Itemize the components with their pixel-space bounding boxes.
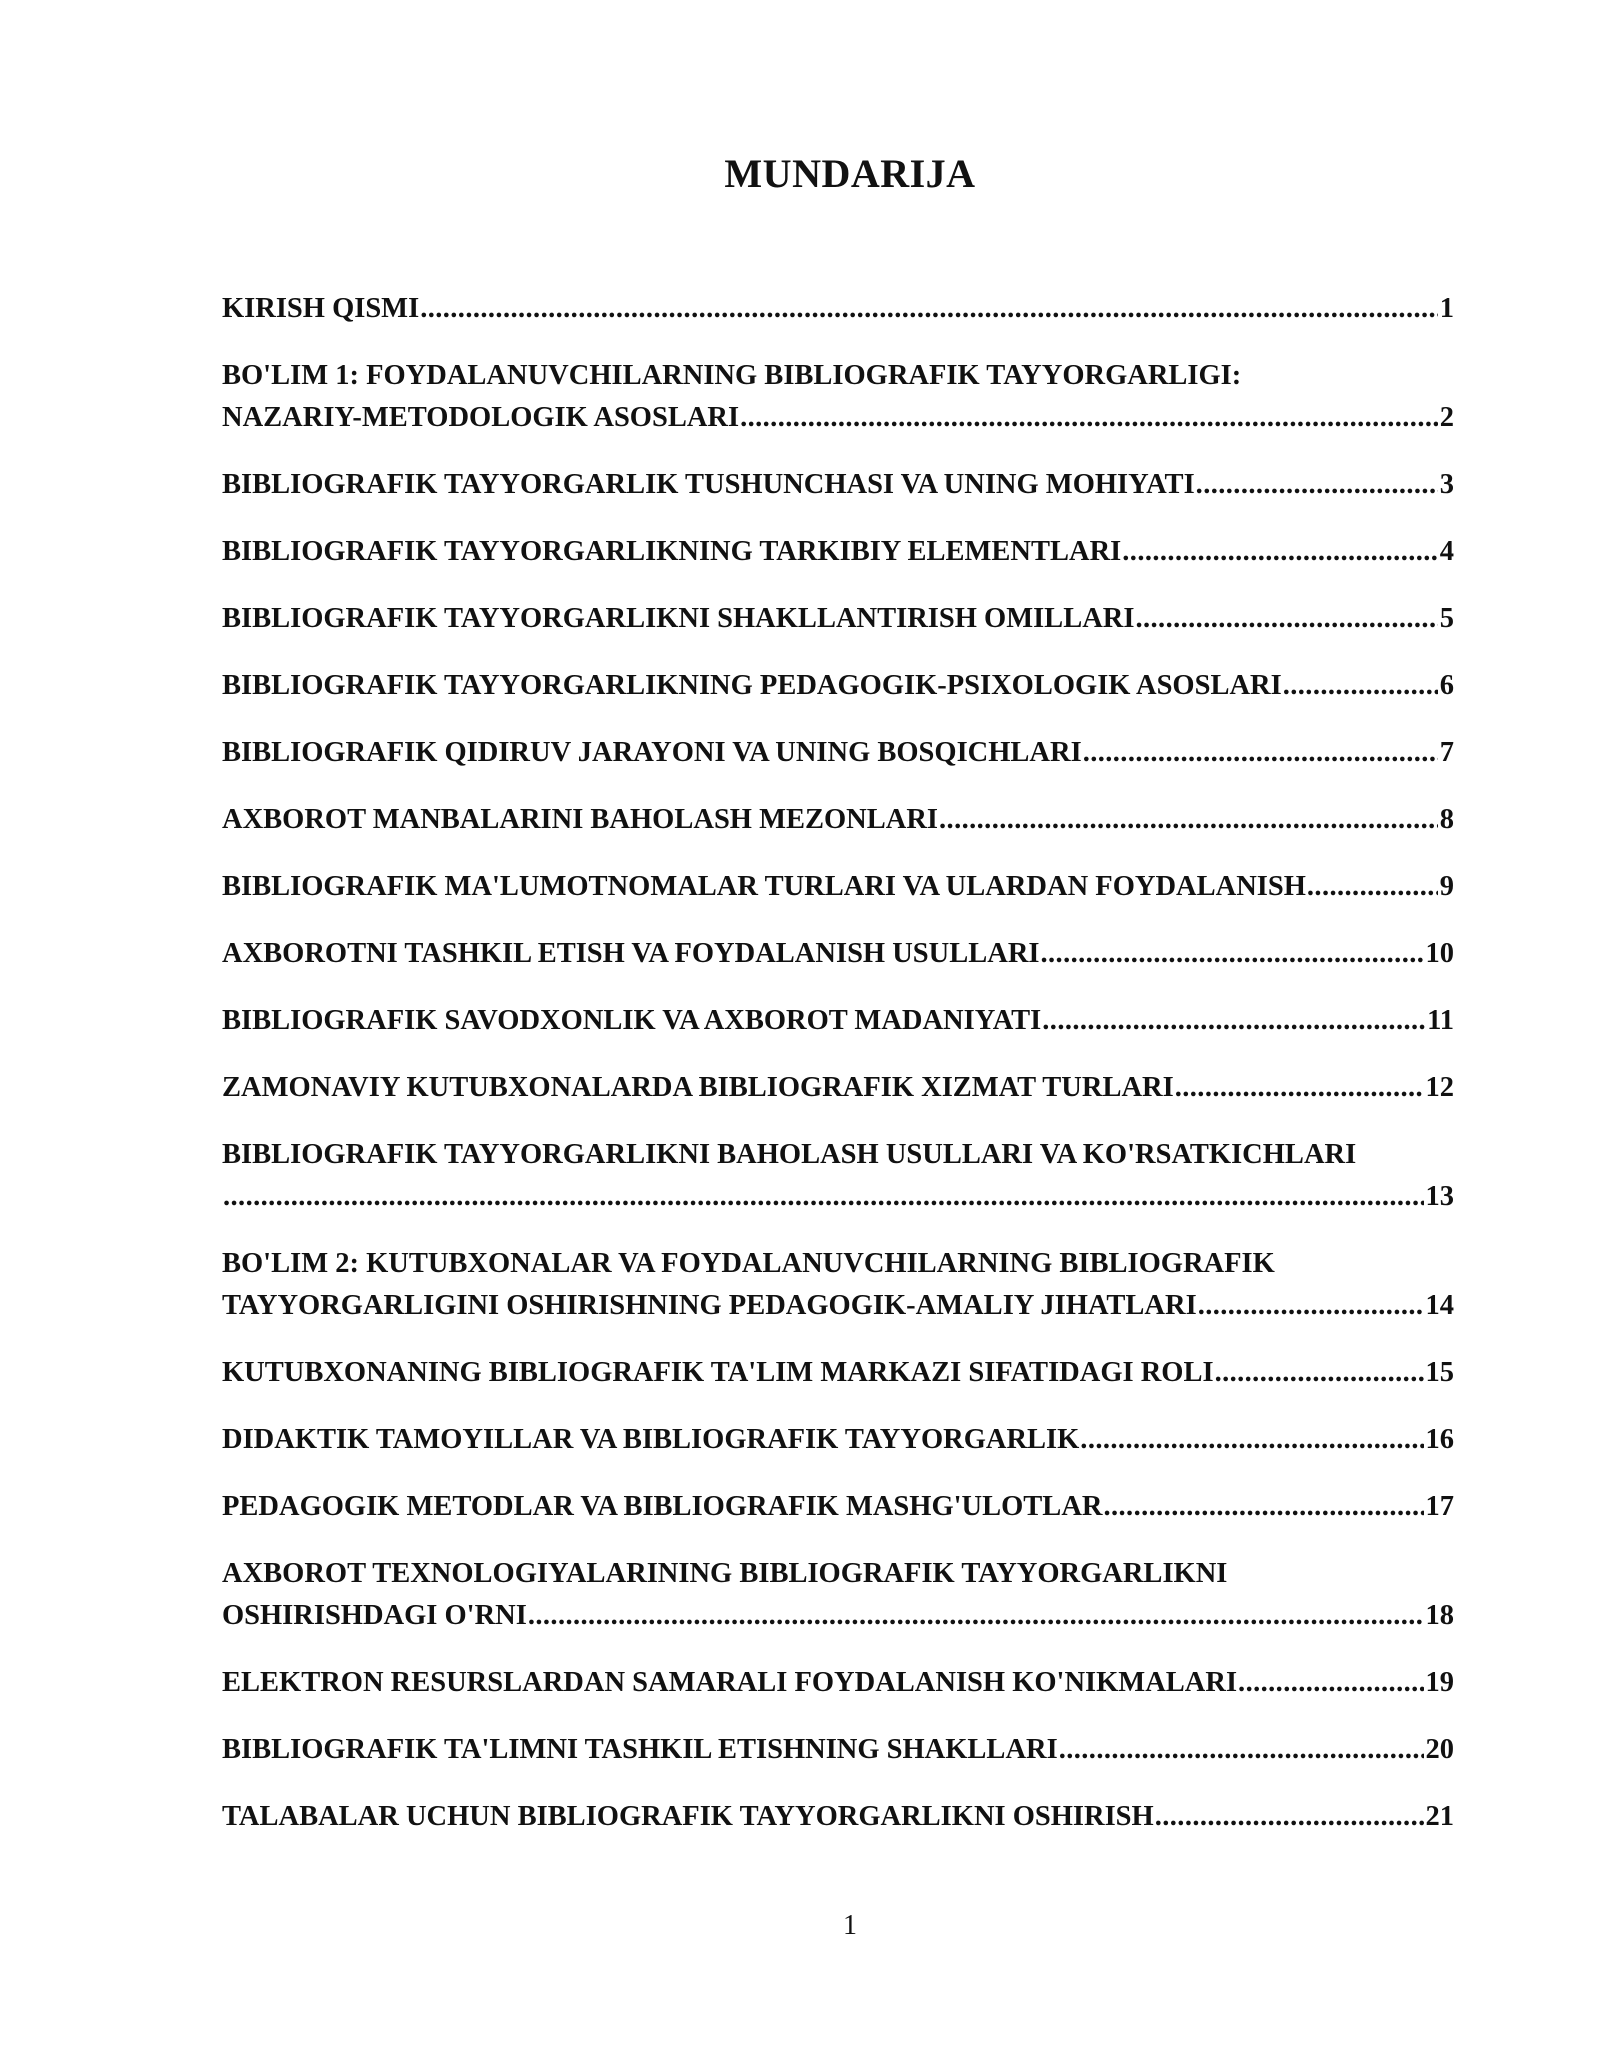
toc-entry-title: BIBLIOGRAFIK TAYYORGARLIKNING PEDAGOGIK-PSIXOLOGIK ASOSLARI (222, 670, 1282, 701)
toc-entry-heading: AXBOROT TEXNOLOGIYALARINING BIBLIOGRAFIK TAYYORGARLIKNI (222, 1558, 1228, 1589)
toc-entry-title: ELEKTRON RESURSLARDAN SAMARALI FOYDALANISH KO'NIKMALARI (222, 1667, 1238, 1698)
toc-entry-title: AXBOROT MANBALARINI BAHOLASH MEZONLARI (222, 804, 939, 835)
toc-dot-leader (1059, 1729, 1424, 1771)
toc-dot-leader (1283, 665, 1438, 707)
toc-entry-title: OSHIRISHDAGI O'RNI (222, 1600, 527, 1631)
toc-dot-leader (1103, 1486, 1423, 1528)
toc-entry-title: PEDAGOGIK METODLAR VA BIBLIOGRAFIK MASHG'ULOTLAR (222, 1491, 1103, 1522)
toc-entry[interactable] (222, 1553, 1454, 1637)
toc-dot-leader (223, 1176, 1424, 1218)
toc-dot-leader (1238, 1662, 1423, 1704)
toc-dot-leader (1175, 1067, 1424, 1109)
toc-entry-title: BIBLIOGRAFIK SAVODXONLIK VA AXBOROT MADANIYATI (222, 1005, 1042, 1036)
toc-entry-line (222, 1729, 1454, 1771)
toc-entry[interactable] (222, 1729, 1454, 1771)
toc-entry-line (222, 1000, 1454, 1042)
toc-dot-leader (740, 397, 1438, 439)
toc-entry[interactable] (222, 355, 1454, 439)
toc-dot-leader (1122, 531, 1437, 573)
toc-entry-line (222, 1486, 1454, 1528)
toc-page-number: 7 (1439, 737, 1454, 768)
toc-entry-line (222, 1352, 1454, 1394)
toc-page-number: 13 (1425, 1181, 1454, 1212)
toc-page-number: 21 (1425, 1801, 1454, 1832)
toc-dot-leader (1041, 933, 1424, 975)
toc-entry-title: BIBLIOGRAFIK QIDIRUV JARAYONI VA UNING BOSQICHLARI (222, 737, 1082, 768)
toc-page-number: 5 (1439, 603, 1454, 634)
toc-entry-title: DIDAKTIK TAMOYILLAR VA BIBLIOGRAFIK TAYYORGARLIK (222, 1424, 1080, 1455)
toc-entry-line (222, 531, 1454, 573)
toc-page-number: 14 (1425, 1290, 1454, 1321)
toc-entry-line (222, 1067, 1454, 1109)
toc-dot-leader (1215, 1352, 1424, 1394)
toc-page-number: 9 (1439, 871, 1454, 902)
toc-dot-leader (420, 288, 1438, 330)
toc-entry[interactable] (222, 866, 1454, 908)
toc-entry[interactable] (222, 1067, 1454, 1109)
toc-dot-leader (1198, 1285, 1424, 1327)
toc-entry[interactable] (222, 1000, 1454, 1042)
toc-entry[interactable] (222, 1662, 1454, 1704)
page-title: MUNDARIJA (724, 151, 976, 196)
toc-entry-heading: BIBLIOGRAFIK TAYYORGARLIKNI BAHOLASH USULLARI VA KO'RSATKICHLARI (222, 1139, 1357, 1170)
page-number: 1 (843, 1910, 857, 1941)
toc-entry-line (222, 732, 1454, 774)
toc-page-number: 10 (1425, 938, 1454, 969)
toc-entry[interactable] (222, 1352, 1454, 1394)
toc-page-number: 17 (1425, 1491, 1454, 1522)
toc-entry[interactable] (222, 933, 1454, 975)
toc-page-number: 15 (1425, 1357, 1454, 1388)
toc-page-number: 19 (1425, 1667, 1454, 1698)
toc-dot-leader (1196, 464, 1438, 506)
toc-entry-title: BIBLIOGRAFIK TA'LIMNI TASHKIL ETISHNING SHAKLLARI (222, 1734, 1058, 1765)
toc-entry-line (222, 598, 1454, 640)
toc-entry[interactable] (222, 531, 1454, 573)
toc-entry-title: BIBLIOGRAFIK TAYYORGARLIKNING TARKIBIY ELEMENTLARI (222, 536, 1122, 567)
toc-entry-title: BIBLIOGRAFIK MA'LUMOTNOMALAR TURLARI VA ULARDAN FOYDALANISH (222, 871, 1306, 902)
toc-entry-line (222, 288, 1454, 330)
toc-page-number: 8 (1439, 804, 1454, 835)
toc-entry-title: NAZARIY-METODOLOGIK ASOSLARI (222, 402, 740, 433)
toc-entry-title: BIBLIOGRAFIK TAYYORGARLIKNI SHAKLLANTIRISH OMILLARI (222, 603, 1135, 634)
toc-entry-line (222, 799, 1454, 841)
toc-entry-title: BIBLIOGRAFIK TAYYORGARLIK TUSHUNCHASI VA UNING MOHIYATI (222, 469, 1195, 500)
toc-entry-title: ZAMONAVIY KUTUBXONALARDA BIBLIOGRAFIK XIZMAT TURLARI (222, 1072, 1174, 1103)
toc-page-number: 1 (1439, 293, 1454, 324)
toc-page-number: 18 (1425, 1600, 1454, 1631)
toc-page-number: 6 (1439, 670, 1454, 701)
toc-entry[interactable] (222, 1134, 1454, 1218)
toc-dot-leader (1080, 1419, 1423, 1461)
toc-entry[interactable] (222, 665, 1454, 707)
toc-entry-line (222, 1419, 1454, 1461)
toc-entry[interactable] (222, 799, 1454, 841)
toc-entry[interactable] (222, 464, 1454, 506)
toc-entry-line (222, 1176, 1454, 1218)
toc-entry-heading: BO'LIM 1: FOYDALANUVCHILARNING BIBLIOGRAFIK TAYYORGARLIGI: (222, 360, 1242, 391)
toc-dot-leader (939, 799, 1438, 841)
toc-entry[interactable] (222, 1796, 1454, 1838)
toc-page-number: 11 (1427, 1005, 1454, 1036)
toc-dot-leader (1083, 732, 1438, 774)
toc-entry-line (222, 1662, 1454, 1704)
toc-entry-line (222, 933, 1454, 975)
toc-entry[interactable] (222, 1486, 1454, 1528)
toc-entry-line (222, 397, 1454, 439)
toc-page-number: 20 (1425, 1734, 1454, 1765)
toc-entry-line (222, 464, 1454, 506)
toc-entry-line (222, 866, 1454, 908)
toc-page-number: 16 (1425, 1424, 1454, 1455)
toc-entry[interactable] (222, 1419, 1454, 1461)
toc-entry-line (222, 1595, 1454, 1637)
toc-dot-leader (1307, 866, 1438, 908)
toc-entry-title: TALABALAR UCHUN BIBLIOGRAFIK TAYYORGARLIKNI OSHIRISH (222, 1801, 1154, 1832)
toc-entry-line (222, 1796, 1454, 1838)
toc-page-number: 4 (1439, 536, 1454, 567)
toc-entry[interactable] (222, 598, 1454, 640)
toc-entry-title: KIRISH QISMI (222, 293, 420, 324)
toc-dot-leader (1155, 1796, 1424, 1838)
toc-entry-title: TAYYORGARLIGINI OSHIRISHNING PEDAGOGIK-AMALIY JIHATLARI (222, 1290, 1197, 1321)
toc-entry[interactable] (222, 288, 1454, 330)
toc-entry[interactable] (222, 1243, 1454, 1327)
toc-entry-heading: BO'LIM 2: KUTUBXONALAR VA FOYDALANUVCHILARNING BIBLIOGRAFIK (222, 1248, 1275, 1279)
toc-entry-line (222, 1285, 1454, 1327)
toc-entry-title: AXBOROTNI TASHKIL ETISH VA FOYDALANISH USULLARI (222, 938, 1040, 969)
toc-entry[interactable] (222, 732, 1454, 774)
toc-page-number: 3 (1439, 469, 1454, 500)
toc-page-number: 2 (1439, 402, 1454, 433)
toc-dot-leader (1042, 1000, 1425, 1042)
toc-entry-title: KUTUBXONANING BIBLIOGRAFIK TA'LIM MARKAZI SIFATIDAGI ROLI (222, 1357, 1214, 1388)
toc-page-number: 12 (1425, 1072, 1454, 1103)
toc-entry-line (222, 665, 1454, 707)
table-of-contents (222, 288, 1454, 1863)
toc-dot-leader (1135, 598, 1437, 640)
toc-dot-leader (528, 1595, 1424, 1637)
